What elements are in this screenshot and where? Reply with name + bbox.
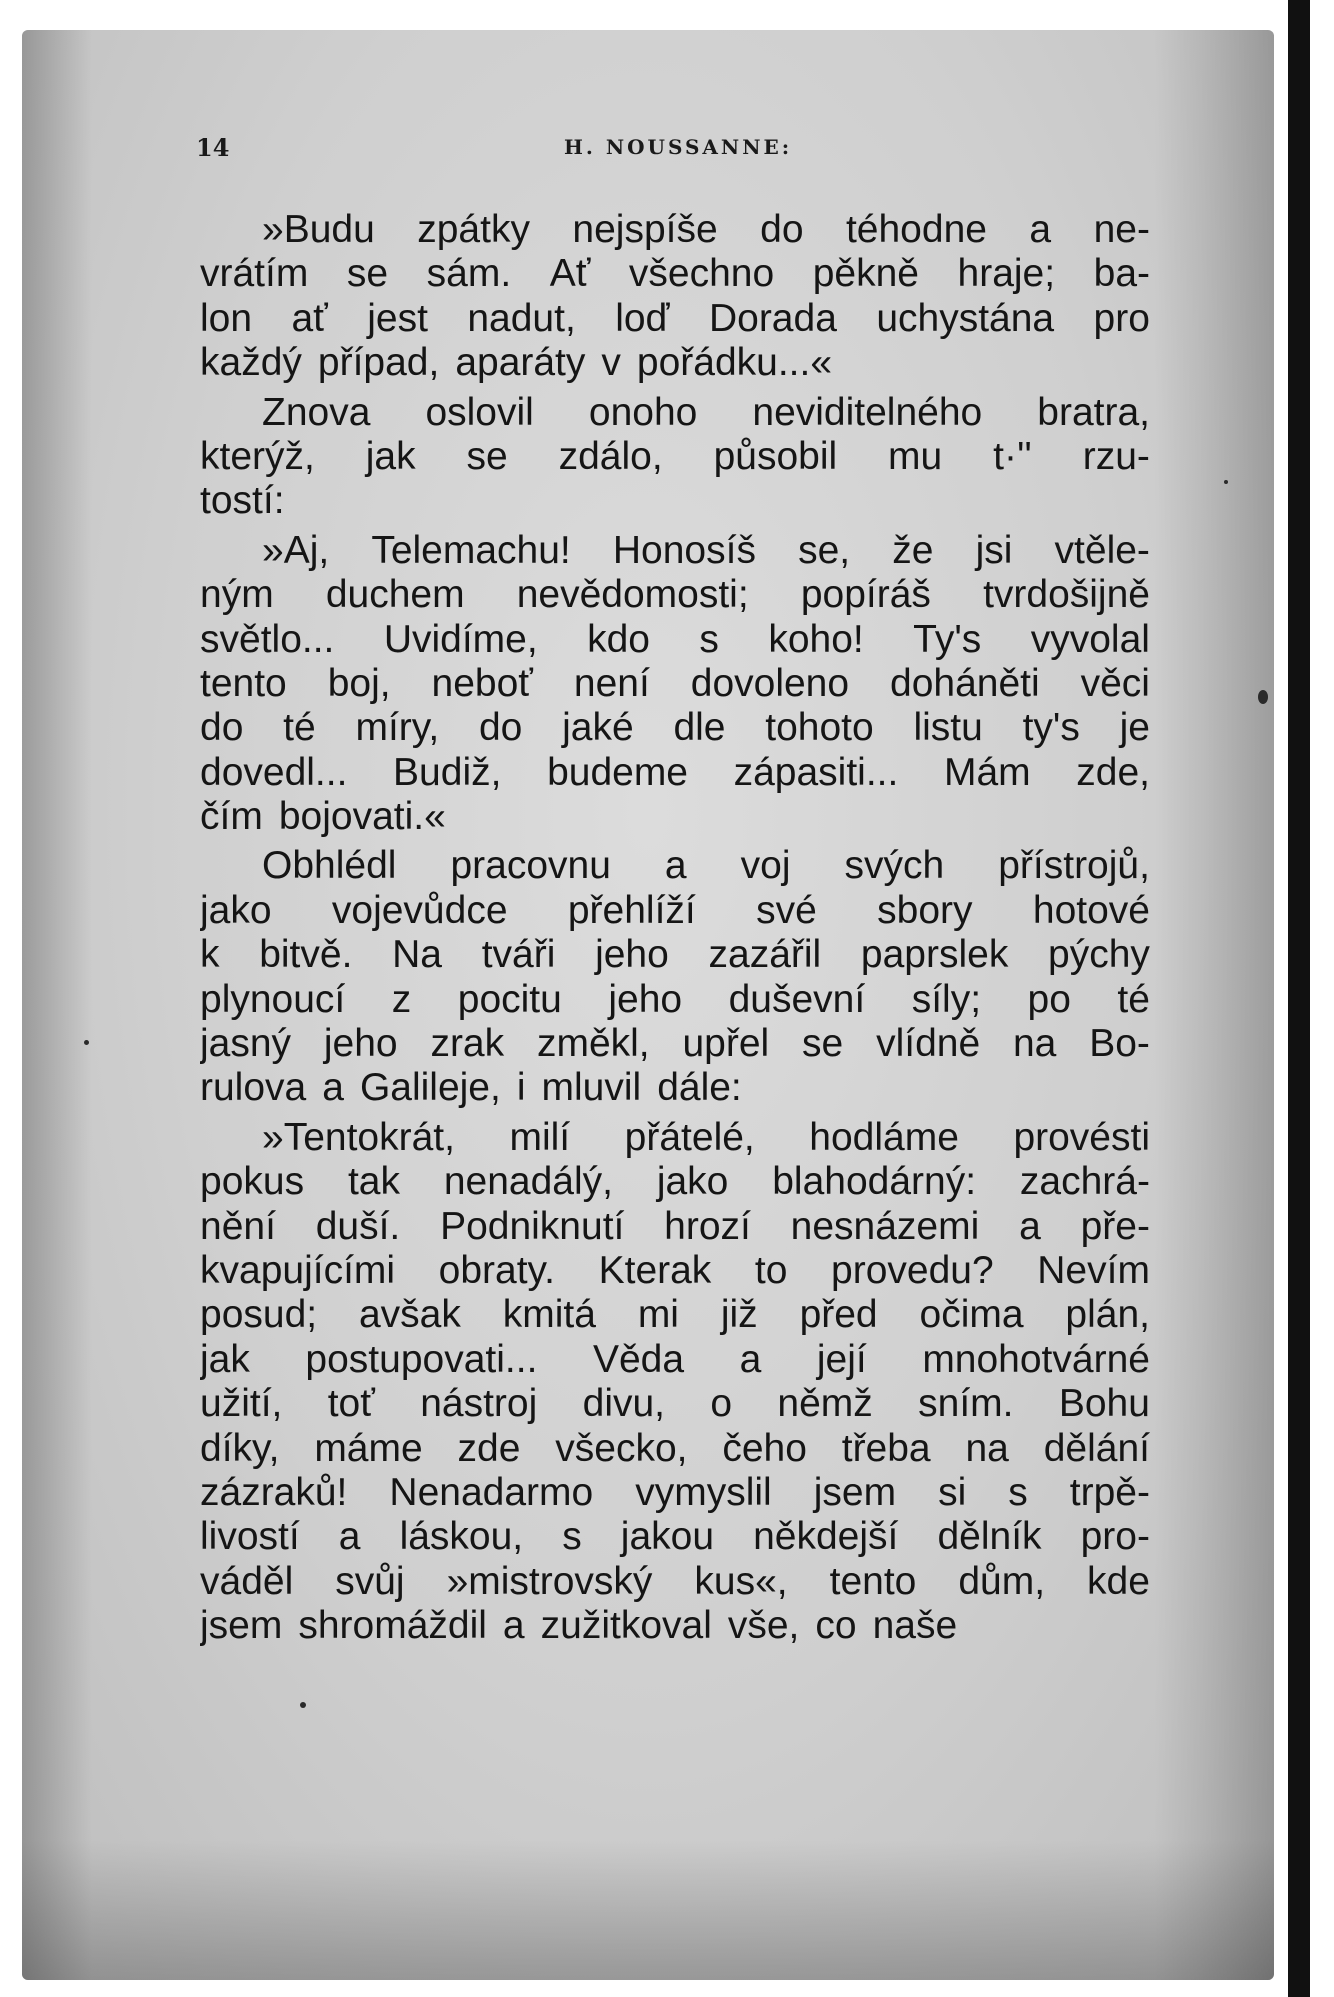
text-line: Obhlédl pracovnu a voj svých přístrojů, — [262, 844, 1150, 888]
text-line: »Tentokrát, milí přátelé, hodláme provésti — [262, 1115, 1150, 1159]
scan-edge-strip — [1288, 0, 1310, 1997]
running-title: H. NOUSSANNE: — [564, 135, 793, 159]
text-line: jak postupovati... Věda a její mnohotvárné — [200, 1337, 1150, 1381]
text-line: jasný jeho zrak změkl, upřel se vlídně na Bo- — [200, 1022, 1150, 1066]
page-number: 14 — [196, 133, 230, 162]
paragraph — [200, 1116, 1150, 1649]
running-head — [196, 133, 1146, 163]
text-line: čím bojovati.« — [200, 795, 446, 839]
text-line: dovedl... Budiž, budeme zápasiti... Mám zde, — [200, 750, 1150, 794]
text-line: vrátím se sám. Ať všechno pěkně hraje; ba- — [200, 252, 1150, 296]
text-line: váděl svůj »mistrovský kus«, tento dům, kde — [200, 1559, 1150, 1603]
text-line: ným duchem nevědomosti; popíráš tvrdošijně — [200, 573, 1150, 617]
text-line: díky, máme zde všecko, čeho třeba na dělání — [200, 1426, 1150, 1470]
text-line: jsem shromáždil a zužitkoval vše, co naše — [200, 1604, 958, 1648]
text-line: užití, toť nástroj divu, o němž sním. Bohu — [200, 1382, 1150, 1426]
scan-speck — [300, 1702, 306, 1708]
text-line: kvapujícími obraty. Kterak to provedu? Nevím — [200, 1248, 1150, 1292]
page-gutter — [1154, 30, 1274, 1980]
text-line: každý případ, aparáty v pořádku...« — [200, 341, 833, 385]
text-line: rulova a Galileje, i mluvil dále: — [200, 1066, 742, 1110]
text-line: posud; avšak kmitá mi již před očima plán, — [200, 1293, 1150, 1337]
scan-speck — [1224, 480, 1228, 484]
paragraph — [200, 844, 1150, 1110]
text-line: Znova oslovil onoho neviditelného bratra, — [262, 390, 1150, 434]
text-line: livostí a láskou, s jakou někdejší dělník pro- — [200, 1515, 1150, 1559]
paragraph — [200, 529, 1150, 840]
paragraph — [200, 208, 1150, 386]
text-line: »Aj, Telemachu! Honosíš se, že jsi vtěle- — [262, 528, 1150, 572]
text-line: plynoucí z pocitu jeho duševní síly; po té — [200, 977, 1150, 1021]
text-line: do té míry, do jaké dle tohoto listu ty's je — [200, 706, 1150, 750]
text-line: jako vojevůdce přehlíží své sbory hotové — [200, 888, 1150, 932]
scan-speck — [1258, 690, 1268, 704]
text-line: nění duší. Podniknutí hrozí nesnázemi a pře- — [200, 1204, 1150, 1248]
text-line: »Budu zpátky nejspíše do téhodne a ne- — [262, 208, 1150, 251]
text-line: tento boj, neboť není dovoleno doháněti věci — [200, 661, 1150, 705]
page-shadow-left — [22, 30, 92, 1980]
text-line: světlo... Uvidíme, kdo s koho! Ty's vyvolal — [200, 617, 1150, 661]
text-line: pokus tak nenadálý, jako blahodárný: zachrá- — [200, 1160, 1150, 1204]
text-line: tostí: — [200, 479, 285, 523]
scan-speck — [84, 1040, 89, 1045]
text-line: k bitvě. Na tváři jeho zazářil paprslek pýchy — [200, 933, 1150, 977]
text-line: lon ať jest nadut, loď Dorada uchystána pro — [200, 296, 1150, 340]
page-shadow-bottom — [22, 1840, 1274, 1980]
body-text — [200, 208, 1150, 1649]
paragraph — [200, 391, 1150, 524]
text-line: kterýž, jak se zdálo, působil mu t·'' rzu- — [200, 434, 1150, 478]
text-line: zázraků! Nenadarmo vymyslil jsem si s trpě- — [200, 1470, 1150, 1514]
